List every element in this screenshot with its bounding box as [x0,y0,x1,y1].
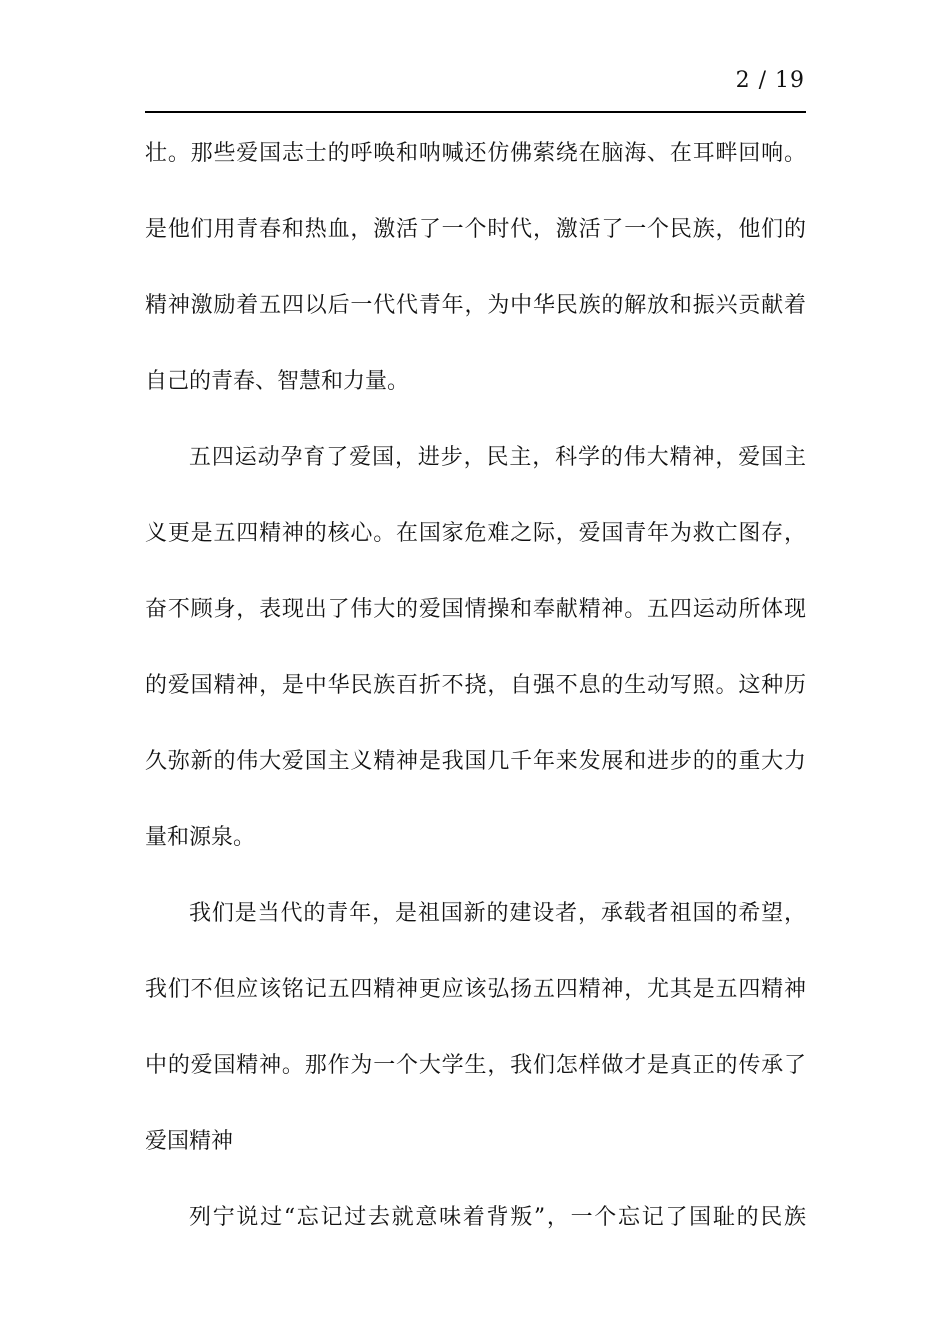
text-line: 奋不顾身，表现出了伟大的爱国情操和奉献精神。五四运动所体现 [145,597,806,622]
text-line: 我们不但应该铭记五四精神更应该弘扬五四精神，尤其是五四精神 [145,977,806,1002]
text-line: 自己的青春、智慧和力量。 [145,369,410,394]
paragraph-first-line: 列宁说过“忘记过去就意味着背叛”，一个忘记了国耻的民族 [189,1205,806,1230]
text-line: 中的爱国精神。那作为一个大学生，我们怎样做才是真正的传承了 [145,1053,806,1078]
header-rule [145,111,806,113]
text-line: 义更是五四精神的核心。在国家危难之际，爱国青年为救亡图存， [145,521,806,546]
text-line: 壮。那些爱国志士的呼唤和呐喊还仿佛萦绕在脑海、在耳畔回响。 [145,141,806,166]
paragraph-first-line: 我们是当代的青年，是祖国新的建设者，承载者祖国的希望， [189,901,806,926]
text-line: 爱国精神 [145,1129,234,1154]
document-body [145,133,806,1273]
text-line: 量和源泉。 [145,825,256,850]
text-line: 是他们用青春和热血，激活了一个时代，激活了一个民族，他们的 [145,217,806,242]
text-line: 的爱国精神，是中华民族百折不挠，自强不息的生动写照。这种历 [145,673,806,698]
text-line: 久弥新的伟大爱国主义精神是我国几千年来发展和进步的的重大力 [145,749,806,774]
text-line: 精神激励着五四以后一代代青年，为中华民族的解放和振兴贡献着 [145,293,806,318]
paragraph-first-line: 五四运动孕育了爱国，进步，民主，科学的伟大精神，爱国主 [189,445,806,470]
page-number: 2 / 19 [735,68,805,93]
